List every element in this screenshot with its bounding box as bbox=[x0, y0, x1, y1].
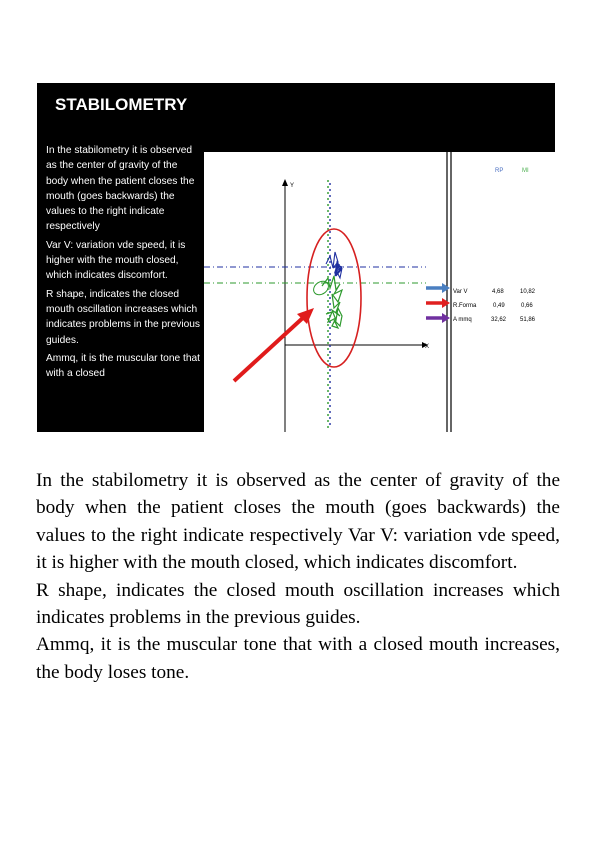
body-paragraph: Ammq, it is the muscular tone that with a closed mouth increases, the body loses tone. bbox=[36, 634, 560, 683]
slide-paragraph: Var V: variation vde speed, it is higher with the mouth closed, which indicates discomfort. bbox=[46, 239, 186, 282]
row-label: R.Forma bbox=[453, 303, 477, 309]
stabilometry-slide bbox=[37, 83, 555, 432]
highlight-circle bbox=[307, 229, 361, 367]
row-label: Var V bbox=[453, 289, 468, 295]
slide-paragraph: Ammq, it is the muscular tone that with a closed bbox=[46, 352, 201, 380]
mi-value: 0,66 bbox=[521, 303, 533, 309]
stabilogram-graphic bbox=[204, 152, 555, 432]
mi-value: 51,86 bbox=[520, 317, 536, 323]
var-v-row bbox=[453, 289, 536, 295]
row-label: A mmq bbox=[453, 317, 472, 323]
rp-value: 4,68 bbox=[492, 289, 504, 295]
rp-value: 0,49 bbox=[493, 303, 505, 309]
a-mmq-row bbox=[453, 317, 536, 323]
slide-description bbox=[46, 143, 202, 429]
rp-column-header: RP bbox=[495, 168, 504, 174]
stabilogram-panel bbox=[204, 152, 555, 432]
x-axis-label: X bbox=[425, 344, 430, 350]
rp-value: 32,62 bbox=[491, 317, 507, 323]
body-paragraph: R shape, indicates the closed mouth oscillation increases which indicates problems in the previous guides. bbox=[36, 579, 560, 629]
mi-value: 10,82 bbox=[520, 289, 536, 295]
body-paragraph: In the stabilometry it is observed as the center of gravity of the body when the patient closes the mouth (goes backwards) the values to the right indicate respectively Var V: variation vde speed, it is higher with the mouth closed, which indicates discomfort. bbox=[36, 470, 560, 574]
open-mouth-trace bbox=[322, 276, 342, 328]
y-axis-arrowhead bbox=[282, 179, 288, 186]
body-text bbox=[36, 467, 560, 686]
slide-paragraph: R shape, indicates the closed mouth oscillation increases which indicates problems in the previous guides. bbox=[46, 288, 201, 346]
y-axis-label: Y bbox=[290, 183, 295, 189]
r-forma-row bbox=[453, 303, 533, 309]
pointer-arrow-shaft bbox=[234, 315, 306, 381]
mi-column-header: MI bbox=[522, 168, 529, 174]
slide-title: STABILOMETRY bbox=[55, 95, 188, 114]
slide-paragraph: In the stabilometry it is observed as the center of gravity of the body when the patient closes the mouth (goes backwards) the values to the right indicate respectively bbox=[46, 145, 195, 233]
